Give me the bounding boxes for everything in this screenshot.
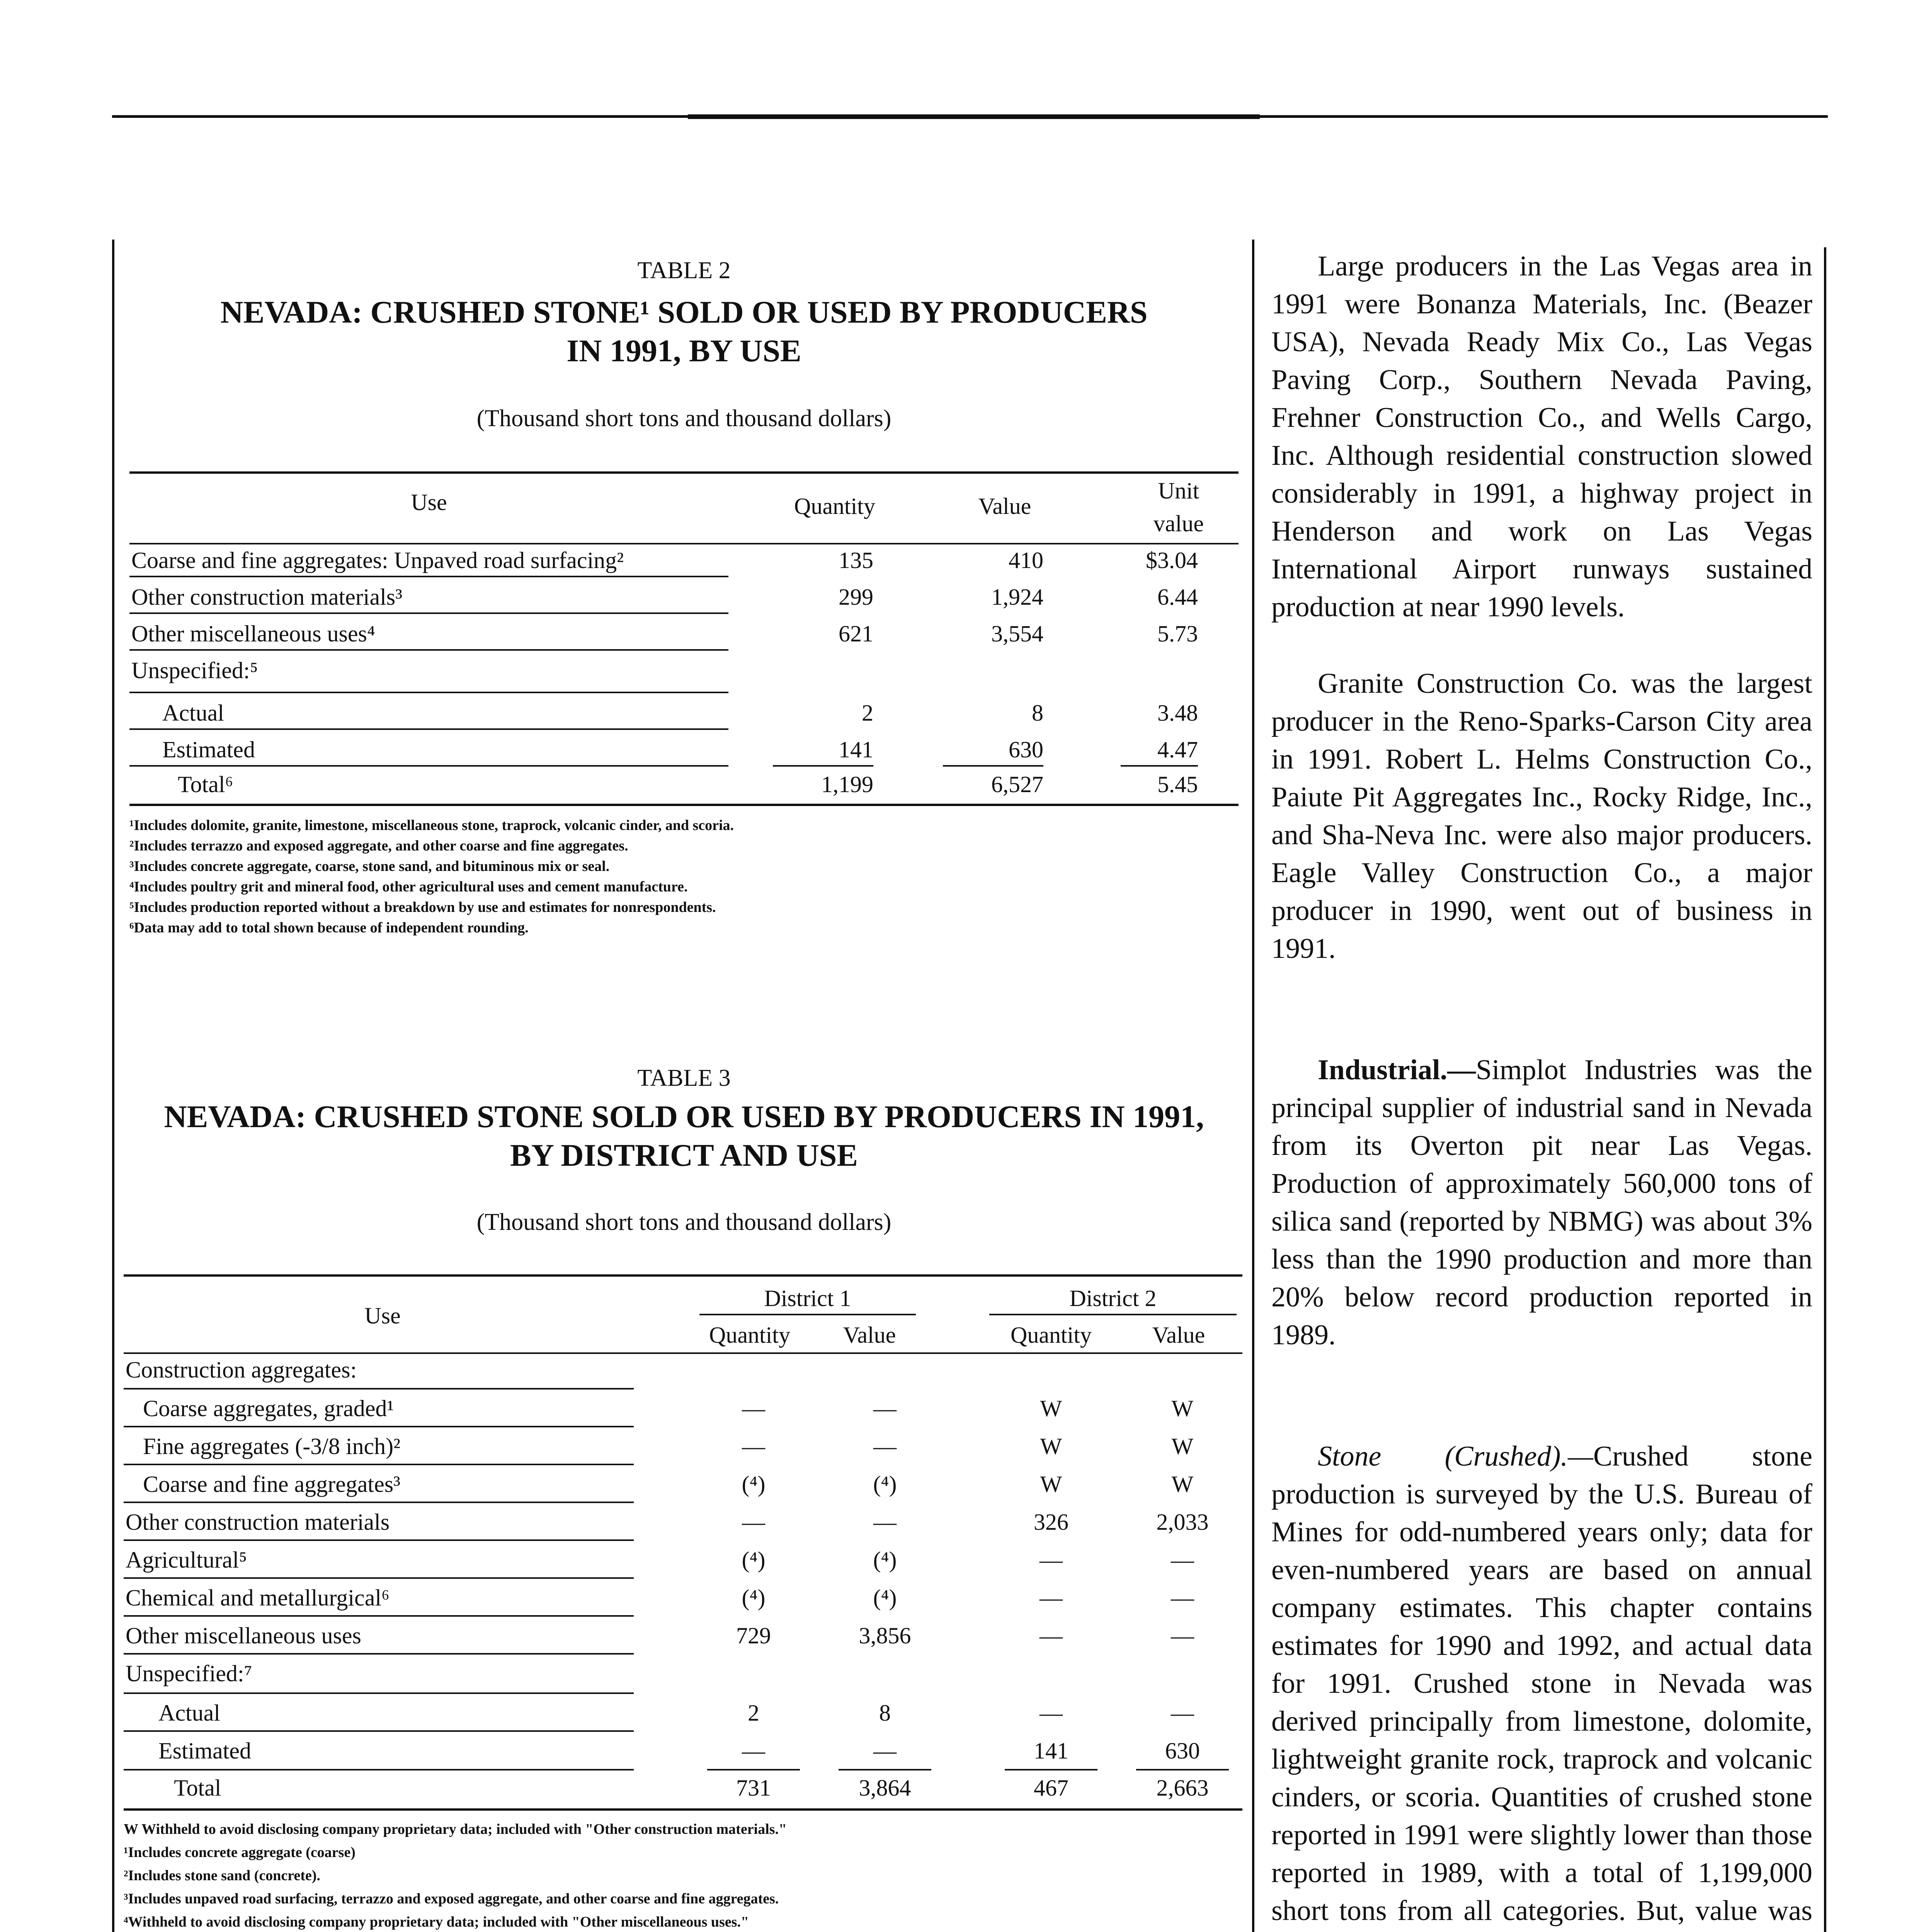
row-rule bbox=[124, 1388, 634, 1389]
d1-value-cell: — bbox=[873, 1738, 897, 1764]
d2-quantity-cell: 141 bbox=[1034, 1738, 1068, 1764]
d1-quantity-cell: — bbox=[742, 1738, 765, 1764]
column-header-quantity: Quantity bbox=[794, 493, 875, 519]
section-body: Simplot Industries was the principal supplier of industrial sand in Nevada from its Overton pit near Las Vegas. Production of approximately 560,000 tons of silica sand (reported by NBMG) was about 3% less than the 1990 production and more than 20% below record production reported in 1989. bbox=[1271, 1054, 1812, 1351]
d2-quantity-cell: — bbox=[1040, 1700, 1063, 1726]
column-header-value: Value bbox=[978, 493, 1031, 519]
row-rule bbox=[124, 1653, 634, 1655]
table-rule bbox=[124, 1274, 1242, 1277]
table-title: NEVADA: CRUSHED STONE SOLD OR USED BY PRODUCERS IN 1991, bbox=[164, 1099, 1204, 1134]
row-rule bbox=[129, 728, 728, 730]
table-rule bbox=[129, 804, 1239, 806]
unit-value-cell: 3.48 bbox=[1157, 700, 1198, 726]
table-subtitle: (Thousand short tons and thousand dollars) bbox=[476, 405, 891, 432]
row-label: Other miscellaneous uses⁴ bbox=[131, 621, 375, 646]
row-rule bbox=[124, 1426, 634, 1427]
column-header-district-1: District 1 bbox=[764, 1286, 851, 1311]
column-header-district-2: District 2 bbox=[1069, 1286, 1157, 1311]
column-header-value: Value bbox=[1152, 1322, 1205, 1348]
value-cell: 6,527 bbox=[991, 772, 1043, 797]
row-label: Total bbox=[174, 1775, 221, 1801]
d1-value-cell: (⁴) bbox=[873, 1471, 897, 1497]
column-header-value: Value bbox=[843, 1322, 896, 1348]
d2-value-cell: 630 bbox=[1165, 1738, 1200, 1764]
section-heading: Industrial.— bbox=[1318, 1054, 1476, 1086]
row-label: Coarse and fine aggregates³ bbox=[143, 1471, 401, 1497]
column-divider-line bbox=[1252, 240, 1254, 1932]
d1-quantity-cell: 2 bbox=[748, 1700, 759, 1726]
quantity-cell: 299 bbox=[839, 584, 873, 610]
quantity-cell: 135 bbox=[839, 548, 873, 573]
d1-value-cell: — bbox=[873, 1396, 897, 1421]
footnote: ⁴Includes poultry grit and mineral food, other agricultural uses and cement manufacture. bbox=[129, 879, 688, 895]
row-label: Coarse and fine aggregates: Unpaved road surfacing² bbox=[131, 548, 624, 573]
sum-rule bbox=[1136, 1769, 1229, 1770]
table-subtitle: (Thousand short tons and thousand dollars) bbox=[476, 1209, 891, 1235]
row-rule bbox=[129, 612, 728, 614]
value-cell: 8 bbox=[1032, 700, 1043, 726]
row-label: Actual bbox=[158, 1700, 220, 1726]
sum-rule bbox=[943, 765, 1043, 767]
d1-value-cell: (⁴) bbox=[873, 1547, 897, 1573]
d2-value-cell: — bbox=[1171, 1623, 1194, 1648]
row-rule bbox=[129, 576, 728, 577]
d1-quantity-cell: — bbox=[742, 1434, 765, 1459]
body-paragraph: Large producers in the Las Vegas area in 1991 were Bonanza Materials, Inc. (Beazer USA), Nevada Ready Mix Co., Las Vegas Paving Corp., Southern Nevada Paving, Frehner Construction Co., and Wells Cargo, Inc. Although residential construction slowed considerably in 1991, a highway project in Henderson and work on Las Vegas International Airport runways sustained production at near 1990 levels. bbox=[1271, 250, 1812, 623]
row-rule bbox=[124, 1692, 634, 1694]
footnote: ⁵Includes production reported without a breakdown by use and estimates for nonrespondents. bbox=[129, 899, 716, 915]
sum-rule bbox=[839, 1769, 931, 1770]
d2-value-cell: — bbox=[1171, 1585, 1194, 1611]
unit-value-cell: 4.47 bbox=[1157, 737, 1198, 762]
row-label: Other construction materials bbox=[126, 1509, 390, 1535]
d2-quantity-cell: — bbox=[1040, 1547, 1063, 1573]
section-body: Crushed stone production is surveyed by the U.S. Bureau of Mines for odd-numbered years only; data for even-numbered years are based on annual company estimates. This chapter contains estimates for 1990 and 1992, and actual data for 1991. Crushed stone in Nevada was derived principally from limestone, dolomite, lightweight granite rock, traprock and volcanic cinders, or scoria. Quantities of crushed stone reported in 1991 were slightly lower than those reported in 1989, with a total of 1,199,000 short tons from all categories. But, value was bbox=[1271, 1440, 1812, 1927]
row-label: Actual bbox=[162, 700, 224, 726]
d2-quantity-cell: W bbox=[1040, 1471, 1062, 1497]
d1-quantity-cell: (⁴) bbox=[742, 1471, 766, 1497]
footnote: ¹Includes concrete aggregate (coarse) bbox=[124, 1844, 356, 1861]
footnote: ¹Includes dolomite, granite, limestone, miscellaneous stone, traprock, volcanic cinder, and scoria. bbox=[129, 817, 734, 833]
column-header-unit: Unit bbox=[1158, 478, 1199, 503]
d1-quantity-cell: — bbox=[742, 1396, 765, 1421]
row-rule bbox=[124, 1577, 634, 1579]
footnote: W Withheld to avoid disclosing company proprietary data; included with "Other construction materials." bbox=[124, 1821, 787, 1837]
table-rule bbox=[124, 1352, 1242, 1354]
d2-value-cell: 2,033 bbox=[1156, 1509, 1209, 1535]
row-rule bbox=[124, 1502, 634, 1503]
d2-value-cell: W bbox=[1171, 1471, 1194, 1497]
d2-quantity-cell: 326 bbox=[1034, 1509, 1068, 1535]
row-rule bbox=[129, 765, 728, 767]
column-header-quantity: Quantity bbox=[1011, 1322, 1092, 1348]
d1-quantity-cell: — bbox=[742, 1509, 765, 1535]
quantity-cell: 1,199 bbox=[821, 772, 873, 797]
district-rule bbox=[989, 1314, 1237, 1315]
quantity-cell: 141 bbox=[839, 737, 873, 762]
unit-value-cell: 5.73 bbox=[1157, 621, 1198, 646]
d1-quantity-cell: (⁴) bbox=[742, 1585, 766, 1611]
right-margin-line bbox=[1824, 247, 1826, 1932]
row-rule bbox=[124, 1464, 634, 1465]
row-label: Unspecified:⁵ bbox=[131, 658, 258, 683]
stone-section bbox=[1271, 1437, 1812, 1932]
footnote: ²Includes terrazzo and exposed aggregate, and other coarse and fine aggregates. bbox=[129, 838, 628, 854]
value-cell: 630 bbox=[1009, 737, 1043, 762]
value-cell: 1,924 bbox=[991, 584, 1043, 610]
body-paragraph: Granite Construction Co. was the largest producer in the Reno-Sparks-Carson City area in 1991. Robert L. Helms Construction Co., Paiute Pit Aggregates Inc., Rocky Ridge, Inc., and Sha-Neva Inc. were also major producers. Eagle Valley Construction Co., a major producer in 1990, went out of business in 1991. bbox=[1271, 668, 1812, 964]
d2-value-cell: W bbox=[1171, 1396, 1194, 1421]
row-label: Chemical and metallurgical⁶ bbox=[126, 1585, 390, 1611]
footnote: ⁴Withheld to avoid disclosing company proprietary data; included with "Other miscellaneous uses." bbox=[124, 1914, 749, 1930]
value-cell: 410 bbox=[1009, 548, 1043, 573]
sum-rule bbox=[1005, 1769, 1097, 1770]
row-rule bbox=[124, 1769, 634, 1770]
table-rule bbox=[129, 471, 1239, 474]
d1-quantity-cell: (⁴) bbox=[742, 1547, 766, 1573]
column-header-unit: value bbox=[1153, 511, 1204, 536]
footnote: ³Includes unpaved road surfacing, terrazzo and exposed aggregate, and other coarse and fine aggregates. bbox=[124, 1891, 779, 1907]
row-label: Estimated bbox=[158, 1738, 251, 1764]
row-rule bbox=[124, 1539, 634, 1541]
section-heading: Stone (Crushed).— bbox=[1318, 1440, 1593, 1472]
row-rule bbox=[129, 692, 728, 693]
table-title: BY DISTRICT AND USE bbox=[510, 1138, 858, 1173]
row-label: Other construction materials³ bbox=[131, 584, 403, 610]
footnote: ⁶Data may add to total shown because of independent rounding. bbox=[129, 920, 529, 936]
column-header-use: Use bbox=[411, 490, 447, 515]
sum-rule bbox=[773, 765, 873, 767]
row-label: Construction aggregates: bbox=[126, 1357, 357, 1383]
d1-quantity-cell: 731 bbox=[736, 1775, 771, 1801]
quantity-cell: 621 bbox=[839, 621, 873, 646]
table-title: NEVADA: CRUSHED STONE¹ SOLD OR USED BY PRODUCERS bbox=[220, 294, 1148, 330]
d2-quantity-cell: W bbox=[1040, 1434, 1062, 1459]
value-cell: 3,554 bbox=[991, 621, 1043, 646]
d2-quantity-cell: — bbox=[1040, 1585, 1063, 1611]
unit-value-cell: 6.44 bbox=[1157, 584, 1198, 610]
row-rule bbox=[129, 649, 728, 651]
row-rule bbox=[124, 1730, 634, 1732]
top-rule-accent bbox=[688, 114, 1260, 119]
table-caption: TABLE 3 bbox=[637, 1065, 731, 1091]
d2-value-cell: W bbox=[1171, 1434, 1194, 1459]
row-rule bbox=[124, 1615, 634, 1617]
d2-quantity-cell: — bbox=[1040, 1623, 1063, 1648]
row-label: Unspecified:⁷ bbox=[126, 1661, 252, 1686]
d1-value-cell: (⁴) bbox=[873, 1585, 897, 1611]
table-title: IN 1991, BY USE bbox=[567, 333, 801, 368]
industrial-section bbox=[1271, 1051, 1812, 1354]
unit-value-cell: 5.45 bbox=[1157, 772, 1198, 797]
sum-rule bbox=[1121, 765, 1198, 767]
row-label: Agricultural⁵ bbox=[126, 1547, 247, 1573]
d2-value-cell: 2,663 bbox=[1156, 1775, 1209, 1801]
d1-value-cell: — bbox=[873, 1434, 897, 1459]
d2-value-cell: — bbox=[1171, 1700, 1194, 1726]
d2-quantity-cell: 467 bbox=[1034, 1775, 1068, 1801]
row-label: Other miscellaneous uses bbox=[126, 1623, 361, 1648]
quantity-cell: 2 bbox=[862, 700, 873, 726]
district-rule bbox=[699, 1314, 916, 1315]
d1-value-cell: 3,856 bbox=[859, 1623, 911, 1648]
d1-value-cell: 8 bbox=[879, 1700, 891, 1726]
d2-value-cell: — bbox=[1171, 1547, 1194, 1573]
table-caption: TABLE 2 bbox=[637, 257, 731, 284]
table-rule bbox=[129, 543, 1239, 544]
d2-quantity-cell: W bbox=[1040, 1396, 1062, 1421]
left-margin-line bbox=[112, 240, 114, 1932]
d1-value-cell: — bbox=[873, 1509, 897, 1535]
column-header-quantity: Quantity bbox=[709, 1322, 790, 1348]
row-label: Fine aggregates (-3/8 inch)² bbox=[143, 1434, 401, 1459]
sum-rule bbox=[707, 1769, 800, 1770]
footnote: ²Includes stone sand (concrete). bbox=[124, 1867, 320, 1884]
row-label: Estimated bbox=[162, 737, 255, 762]
table-rule bbox=[124, 1808, 1242, 1811]
footnote: ³Includes concrete aggregate, coarse, stone sand, and bituminous mix or seal. bbox=[129, 858, 610, 874]
d1-value-cell: 3,864 bbox=[859, 1775, 911, 1801]
unit-value-cell: $3.04 bbox=[1146, 548, 1198, 573]
column-header-use: Use bbox=[364, 1303, 401, 1328]
d1-quantity-cell: 729 bbox=[736, 1623, 771, 1648]
row-label: Total⁶ bbox=[178, 772, 233, 797]
row-label: Coarse aggregates, graded¹ bbox=[143, 1396, 394, 1421]
